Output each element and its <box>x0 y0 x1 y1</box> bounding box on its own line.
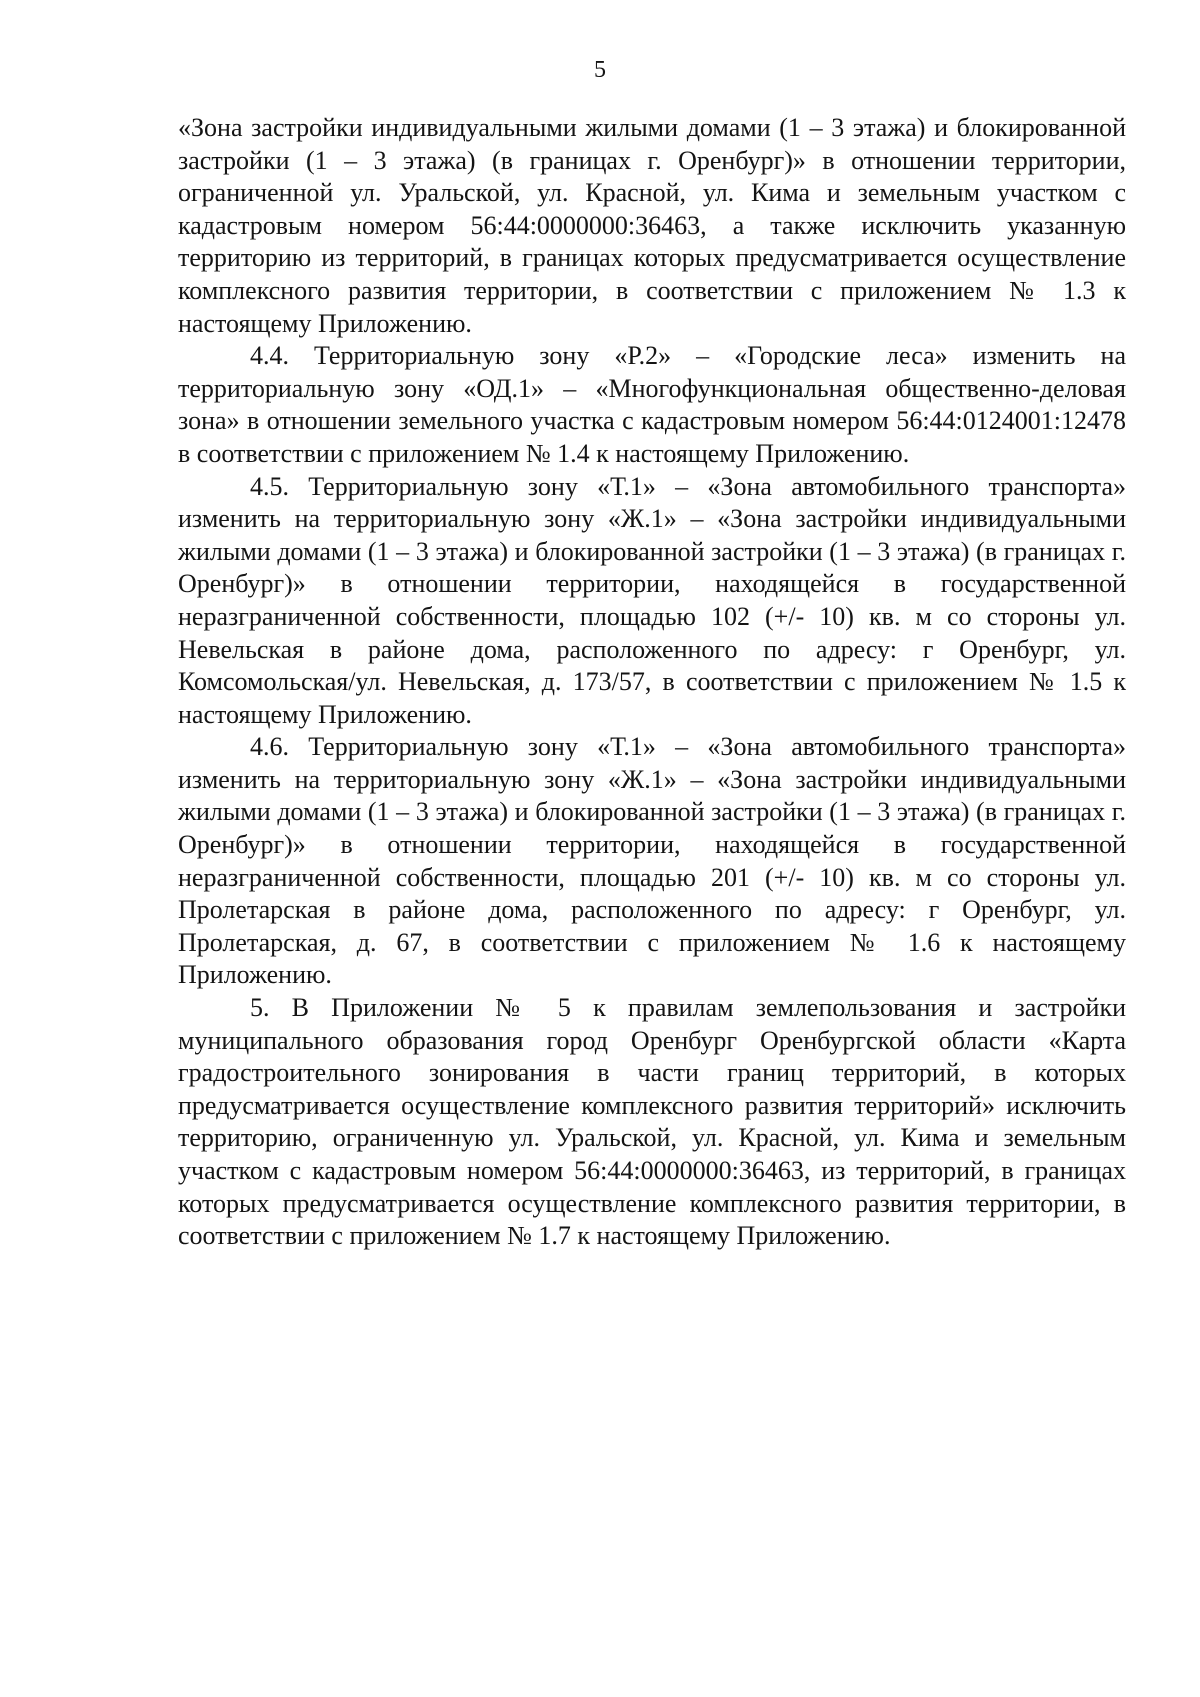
paragraph-4-6: 4.6. Территориальную зону «Т.1» – «Зона автомобильного транспорта» изменить на территориальную зону «Ж.1» – «Зона застройки индивидуальными жилыми домами (1 – 3 этажа) и блокированной застройки (1 – 3 этажа) (в границах г. Оренбург)» в отношении территории, находящейся в государственной неразграниченной собственности, площадью 201 (+/- 10) кв. м со стороны ул. Пролетарская в районе дома, расположенного по адресу: г Оренбург, ул. Пролетарская, д. 67, в соответствии с приложением № 1.6 к настоящему Приложению. <box>178 732 1126 990</box>
paragraph-4-5: 4.5. Территориальную зону «Т.1» – «Зона автомобильного транспорта» изменить на территориальную зону «Ж.1» – «Зона застройки индивидуальными жилыми домами (1 – 3 этажа) и блокированной застройки (1 – 3 этажа) (в границах г. Оренбург)» в отношении территории, находящейся в государственной неразграниченной собственности, площадью 102 (+/- 10) кв. м со стороны ул. Невельская в районе дома, расположенного по адресу: г Оренбург, ул. Комсомольская/ул. Невельская, д. 173/57, в соответствии с приложением № 1.5 к настоящему Приложению. <box>178 471 1126 729</box>
paragraph-5: 5. В Приложении № 5 к правилам землепользования и застройки муниципального образования город Оренбург Оренбургской области «Карта градостроительного зонирования в части границ территорий, в которых предусматривается осуществление комплексного развития территорий» исключить территорию, ограниченную ул. Уральской, ул. Красной, ул. Кима и земельным участком с кадастровым номером 56:44:0000000:36463, из территорий, в границах которых предусматривается осуществление комплексного развития территории, в соответствии с приложением № 1.7 к настоящему Приложению. <box>178 993 1126 1251</box>
paragraph-4-4: 4.4. Территориальную зону «Р.2» – «Городские леса» изменить на территориальную зону «ОД.1» – «Многофункциональная общественно-деловая зона» в отношении земельного участка с кадастровым номером 56:44:0124001:12478 в соответствии с приложением № 1.4 к настоящему Приложению. <box>178 341 1126 468</box>
document-body <box>178 112 1126 1253</box>
page-number: 5 <box>594 57 606 83</box>
paragraph-continuation: «Зона застройки индивидуальными жилыми домами (1 – 3 этажа) и блокированной застройки (1 – 3 этажа) (в границах г. Оренбург)» в отношении территории, ограниченной ул. Уральской, ул. Красной, ул. Кима и земельным участком с кадастровым номером 56:44:0000000:36463, а также исключить указанную территорию из территорий, в границах которых предусматривается осуществление комплексного развития территории, в соответствии с приложением № 1.3 к настоящему Приложению. <box>178 113 1126 338</box>
